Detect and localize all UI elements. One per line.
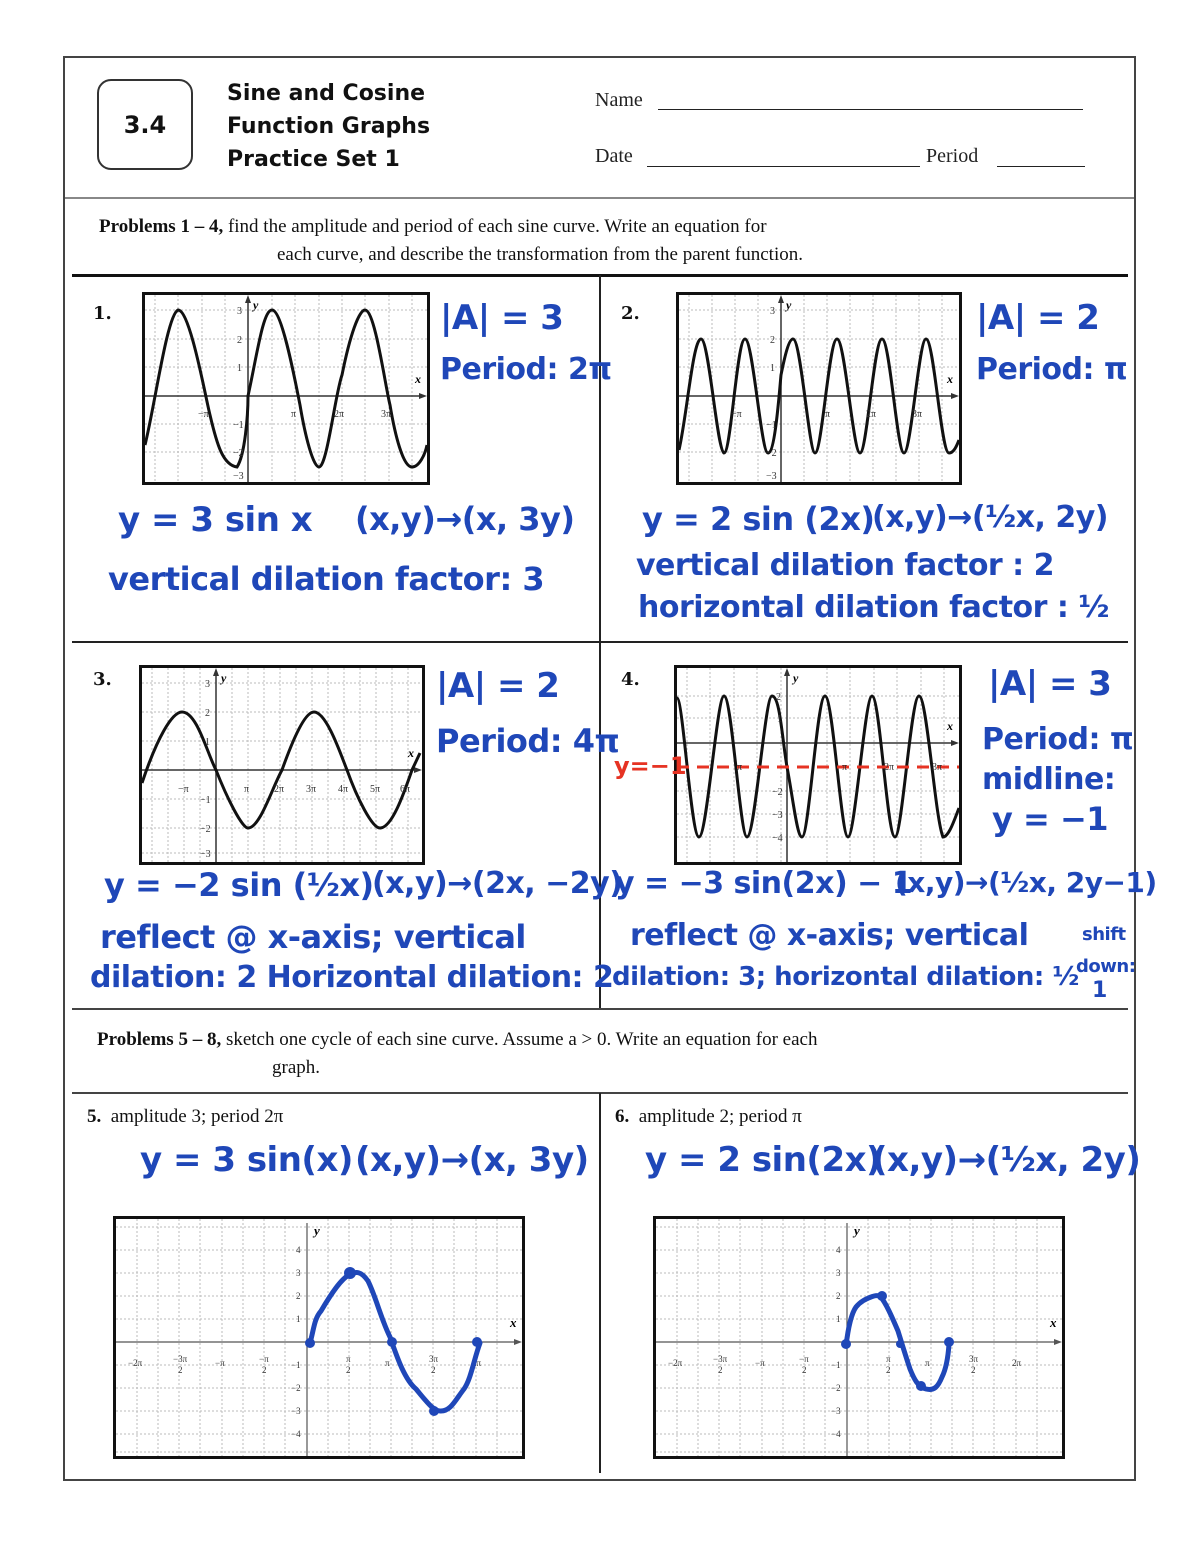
svg-text:−π: −π: [755, 1358, 765, 1368]
problem-2-note-1: vertical dilation factor : 2: [636, 548, 1054, 583]
svg-text:−1: −1: [291, 1360, 301, 1370]
problem-3-number: 3.: [93, 669, 112, 690]
sine-graph-3: [142, 668, 422, 862]
section2-center-divider: [599, 1093, 601, 1473]
section2-instruction-line1: sketch one cycle of each sine curve. Assume a > 0. Write an equation for each: [225, 1029, 818, 1050]
problem-4-midline-value: y = −1: [992, 800, 1109, 838]
problem-3-period: Period: 4π: [436, 722, 620, 760]
svg-text:4: 4: [296, 1245, 301, 1255]
problem-5-graph[interactable]: [113, 1216, 525, 1459]
svg-text:−1: −1: [766, 420, 777, 431]
svg-text:2: 2: [205, 708, 210, 719]
svg-text:2: 2: [346, 1365, 351, 1375]
svg-text:1: 1: [296, 1314, 301, 1324]
problem-3-note-1: reflect @ x-axis; vertical: [100, 918, 526, 956]
x-tick-neg-pi: −π: [198, 409, 209, 420]
svg-text:−3: −3: [200, 849, 211, 860]
svg-text:π: π: [244, 784, 250, 795]
section2-instructions: [97, 1026, 1097, 1053]
svg-text:2: 2: [237, 335, 242, 346]
svg-text:3π: 3π: [306, 784, 317, 795]
period-label: Period: [926, 145, 979, 167]
svg-text:3π: 3π: [912, 409, 923, 420]
section1-instruction-bold: Problems 1 – 4,: [99, 216, 224, 237]
svg-text:π: π: [842, 762, 848, 773]
date-field[interactable]: [647, 166, 920, 167]
problem-5-label: [87, 1106, 283, 1128]
svg-text:−π: −π: [215, 1358, 225, 1368]
problem-3-mapping: (x,y)→(2x, −2y): [372, 866, 623, 901]
svg-text:2π: 2π: [866, 409, 877, 420]
svg-text:4: 4: [836, 1245, 841, 1255]
row-divider: [72, 641, 1128, 643]
problem-4-midline-label: y=−1: [614, 752, 687, 780]
svg-text:π: π: [886, 1354, 891, 1364]
problem-4-mapping: (x,y)→(½x, 2y−1): [895, 866, 1157, 899]
problem-6-label: [615, 1106, 802, 1128]
section1-bottom-rule: [72, 1008, 1128, 1010]
problem-6-number: 6.: [615, 1106, 630, 1127]
svg-text:−2π: −2π: [128, 1358, 143, 1368]
svg-text:−3: −3: [772, 810, 783, 821]
problem-4-graph: [674, 665, 962, 865]
problem-4-equation: y = −3 sin(2x) − 1: [615, 866, 913, 901]
svg-text:x: x: [510, 1315, 517, 1330]
svg-text:−2: −2: [233, 448, 244, 459]
svg-text:3: 3: [836, 1268, 841, 1278]
svg-text:3π: 3π: [969, 1354, 979, 1364]
problem-4-midline-title: midline:: [982, 762, 1116, 797]
svg-text:−2: −2: [766, 448, 777, 459]
svg-text:−π: −π: [799, 1354, 809, 1364]
svg-text:π: π: [346, 1354, 351, 1364]
svg-text:1: 1: [777, 714, 782, 725]
svg-text:2: 2: [262, 1365, 267, 1375]
problem-1-graph: [142, 292, 430, 485]
svg-text:−3: −3: [291, 1406, 301, 1416]
svg-text:3π: 3π: [932, 762, 943, 773]
svg-text:2π: 2π: [274, 784, 285, 795]
svg-text:3: 3: [205, 679, 210, 690]
svg-text:3π: 3π: [429, 1354, 439, 1364]
problem-4-period: Period: π: [982, 722, 1134, 757]
svg-text:2: 2: [802, 1365, 807, 1375]
problem-6-equation: y = 2 sin(2x): [645, 1140, 882, 1180]
svg-text:4π: 4π: [338, 784, 349, 795]
svg-text:2π: 2π: [472, 1358, 482, 1368]
problem-4-shift-line2: down:: [1076, 956, 1136, 977]
svg-text:2: 2: [431, 1365, 436, 1375]
svg-text:−2: −2: [200, 824, 211, 835]
sketch-graph-5: [116, 1219, 522, 1456]
problem-5-mapping: (x,y)→(x, 3y): [355, 1140, 589, 1180]
svg-text:y: y: [221, 671, 227, 685]
svg-text:−3π: −3π: [173, 1354, 188, 1364]
svg-text:2: 2: [971, 1365, 976, 1375]
svg-text:−2: −2: [831, 1383, 841, 1393]
svg-text:−2: −2: [772, 787, 783, 798]
period-field[interactable]: [997, 166, 1085, 167]
section2-instruction-line2: graph.: [272, 1057, 321, 1078]
svg-text:−3: −3: [766, 471, 777, 482]
sine-graph-4: [677, 668, 959, 862]
problem-6-graph[interactable]: [653, 1216, 1065, 1459]
svg-text:−1: −1: [831, 1360, 841, 1370]
problem-2-amplitude: |A| = 2: [976, 298, 1100, 338]
section1-instruction-line1: find the amplitude and period of each sine curve. Write an equation for: [227, 216, 767, 237]
svg-text:x: x: [1050, 1315, 1057, 1330]
svg-text:6π: 6π: [400, 784, 411, 795]
svg-text:1: 1: [836, 1314, 841, 1324]
problem-4-note-1: reflect @ x-axis; vertical: [630, 918, 1029, 953]
svg-text:3π: 3π: [381, 409, 392, 420]
section1-instruction-line2: each curve, and describe the transformation from the parent function.: [277, 244, 803, 265]
svg-text:−4: −4: [772, 833, 783, 844]
problem-4-amplitude: |A| = 3: [988, 664, 1112, 704]
svg-text:π: π: [737, 762, 743, 773]
problem-2-graph: [676, 292, 962, 485]
problem-4-shift-line3: 1: [1092, 978, 1107, 1003]
svg-text:−4: −4: [831, 1429, 841, 1439]
svg-text:−1: −1: [200, 795, 211, 806]
svg-text:−3π: −3π: [713, 1354, 728, 1364]
svg-text:y: y: [253, 298, 259, 312]
svg-text:2: 2: [836, 1291, 841, 1301]
date-label: Date: [595, 145, 633, 167]
svg-text:−2: −2: [291, 1383, 301, 1393]
sine-graph-1: [145, 295, 427, 482]
problem-2-period: Period: π: [976, 352, 1128, 387]
problem-3-equation: y = −2 sin (½x): [104, 866, 374, 904]
svg-text:−3: −3: [831, 1406, 841, 1416]
svg-text:π: π: [825, 409, 831, 420]
problem-1-number: 1.: [93, 303, 112, 324]
svg-text:2π: 2π: [884, 762, 895, 773]
svg-text:−π: −π: [731, 409, 742, 420]
problem-6-mapping: (x,y)→(½x, 2y): [872, 1140, 1141, 1180]
sine-graph-2: [679, 295, 959, 482]
svg-text:1: 1: [770, 363, 775, 374]
section1-instructions: [99, 213, 1099, 240]
svg-text:y: y: [793, 671, 799, 685]
section2-instruction-bold: Problems 5 – 8,: [97, 1029, 222, 1050]
svg-text:−1: −1: [233, 420, 244, 431]
svg-text:x: x: [408, 746, 414, 760]
svg-text:x: x: [415, 372, 421, 386]
svg-text:π: π: [385, 1358, 390, 1368]
problem-5-number: 5.: [87, 1106, 102, 1127]
svg-text:−π: −π: [178, 784, 189, 795]
problem-1-amplitude: |A| = 3: [440, 298, 564, 338]
title-line-2: Function Graphs: [227, 114, 431, 139]
problem-3-amplitude: |A| = 2: [436, 666, 560, 706]
svg-text:π: π: [925, 1358, 930, 1368]
name-field[interactable]: [658, 109, 1083, 110]
problem-4-shift-line1: shift: [1082, 924, 1126, 945]
svg-text:y: y: [314, 1223, 320, 1238]
svg-text:y: y: [786, 298, 792, 312]
problem-1-note-1: vertical dilation factor: 3: [108, 560, 545, 598]
svg-text:2: 2: [296, 1291, 301, 1301]
problem-3-note-2: dilation: 2 Horizontal dilation: 2: [90, 960, 614, 995]
problem-6-prompt: amplitude 2; period π: [638, 1106, 802, 1127]
problem-5-prompt: amplitude 3; period 2π: [110, 1106, 284, 1127]
problem-4-note-2: dilation: 3; horizontal dilation: ½: [612, 962, 1079, 992]
svg-text:y: y: [854, 1223, 860, 1238]
svg-text:2: 2: [770, 335, 775, 346]
svg-text:1: 1: [205, 737, 210, 748]
problem-5-equation: y = 3 sin(x): [140, 1140, 353, 1180]
svg-text:2: 2: [178, 1365, 183, 1375]
problem-1-mapping: (x,y)→(x, 3y): [355, 500, 575, 538]
svg-text:3: 3: [237, 306, 242, 317]
svg-text:1: 1: [237, 363, 242, 374]
svg-text:−2π: −2π: [668, 1358, 683, 1368]
title-line-1: Sine and Cosine: [227, 81, 426, 106]
problem-4-number: 4.: [621, 669, 640, 690]
svg-text:2π: 2π: [1012, 1358, 1022, 1368]
svg-text:−3: −3: [233, 471, 244, 482]
svg-text:2π: 2π: [334, 409, 345, 420]
problem-2-number: 2.: [621, 303, 640, 324]
svg-text:−4: −4: [291, 1429, 301, 1439]
svg-text:−π: −π: [259, 1354, 269, 1364]
problem-1-period: Period: 2π: [440, 352, 612, 387]
header-divider: [65, 197, 1134, 199]
lesson-number-badge: 3.4: [97, 79, 193, 170]
svg-text:5π: 5π: [370, 784, 381, 795]
title-line-3: Practice Set 1: [227, 147, 400, 172]
svg-text:x: x: [947, 372, 953, 386]
svg-text:2: 2: [776, 692, 781, 703]
svg-text:x: x: [947, 719, 953, 733]
svg-text:3: 3: [296, 1268, 301, 1278]
problem-2-equation: y = 2 sin (2x): [642, 500, 875, 538]
svg-text:3: 3: [770, 306, 775, 317]
svg-text:2: 2: [886, 1365, 891, 1375]
sketch-graph-6: [656, 1219, 1062, 1456]
problem-3-graph: [139, 665, 425, 865]
problem-2-note-2: horizontal dilation factor : ½: [638, 590, 1109, 625]
name-label: Name: [595, 89, 643, 111]
problem-1-equation: y = 3 sin x: [118, 500, 313, 540]
svg-text:π: π: [291, 409, 297, 420]
svg-text:2: 2: [718, 1365, 723, 1375]
problem-2-mapping: (x,y)→(½x, 2y): [872, 500, 1108, 535]
